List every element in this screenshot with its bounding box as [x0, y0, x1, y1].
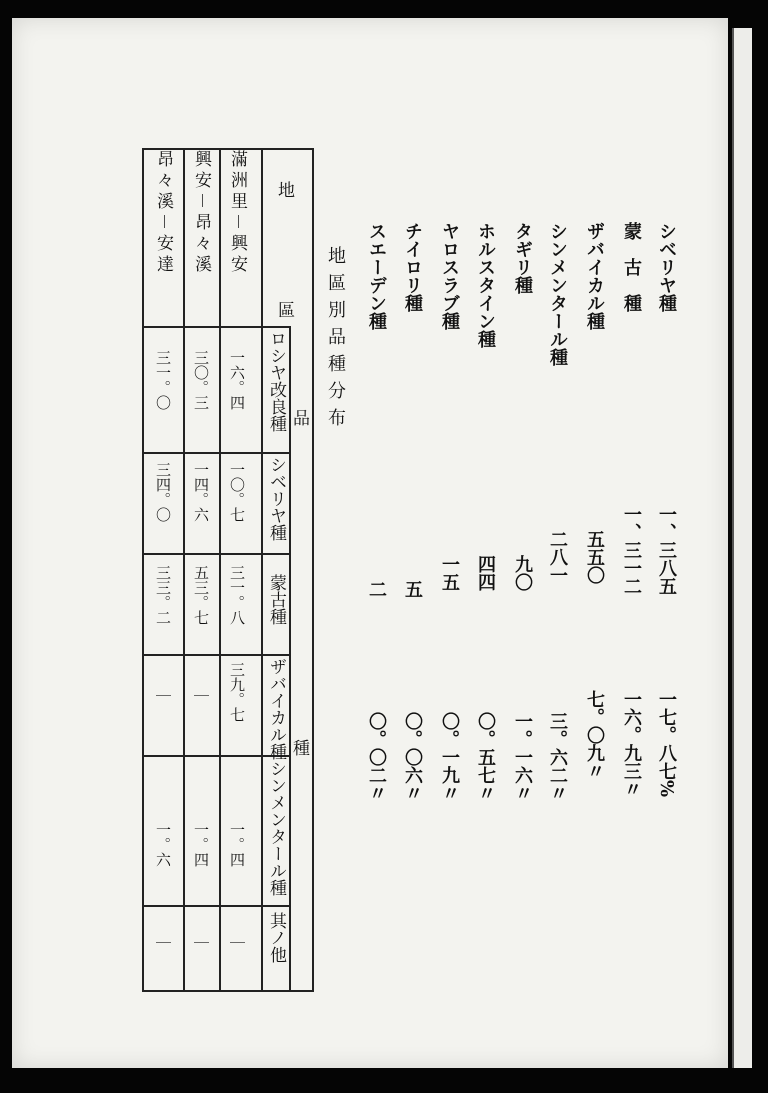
breed-name: ヤロスラブ種 — [439, 222, 460, 330]
table-row-region: 滿洲里－興安 — [227, 150, 247, 276]
breed-name: タギリ種 — [512, 222, 533, 294]
table-cell: 一。六 — [154, 822, 172, 867]
col-divider — [142, 905, 289, 907]
breed-count: 一、三一二 — [621, 505, 642, 595]
breed-count: 九〇 — [512, 555, 533, 591]
breed-name: シンメンタール種 — [547, 222, 568, 366]
breed-name: スエーデン種 — [366, 222, 387, 330]
breed-percent: 〇。〇六〃 — [402, 712, 423, 802]
table-right-border — [312, 148, 314, 990]
table-cell: 三一。八 — [228, 565, 246, 625]
breed-name: ホルスタイン種 — [475, 222, 496, 348]
header-region: 區 — [278, 301, 295, 321]
breed-percent: 〇。〇二〃 — [366, 712, 387, 802]
table-cell: 五三。七 — [192, 565, 210, 625]
col-divider — [142, 654, 289, 656]
breed-count: 四四 — [475, 555, 496, 591]
col-divider — [142, 553, 289, 555]
col-divider — [142, 452, 289, 454]
table-cell: ｜ — [228, 935, 246, 950]
section-title: 地區別品種分布 — [325, 246, 346, 435]
breed-name: ザバイカル種 — [584, 222, 605, 330]
table-cell: 三三。二 — [154, 565, 172, 625]
header-inner-divider — [289, 326, 291, 990]
table-left-border — [142, 148, 144, 990]
breed-count: 五五〇 — [584, 530, 605, 584]
table-cell: 三一。〇 — [154, 350, 172, 410]
column-header: 其ノ他 — [266, 912, 286, 963]
table-cell: 三〇。三 — [192, 350, 210, 410]
table-cell: 一〇。七 — [228, 462, 246, 522]
breed-percent: 三。六二〃 — [547, 712, 568, 802]
table-row-region: 興安－昂々溪 — [191, 150, 211, 276]
header-split — [261, 326, 289, 328]
breed-percent: 一七。八七% — [656, 690, 677, 798]
table-cell: 一。四 — [192, 822, 210, 867]
table-cell: ｜ — [192, 688, 210, 703]
breed-percent: 一。一六〃 — [512, 712, 533, 802]
column-header: シンメンタール種 — [266, 760, 286, 896]
row-divider — [183, 148, 185, 990]
table-cell: 一六。四 — [228, 350, 246, 410]
header-breed: 品 — [293, 409, 310, 429]
breed-percent: 〇。一九〃 — [439, 712, 460, 802]
header-breed: 種 — [293, 739, 310, 759]
page-edge — [732, 28, 752, 1068]
breed-count: 二 — [366, 580, 387, 598]
breed-count: 二八一 — [547, 530, 568, 584]
table-row-region: 昂々溪－安達 — [153, 150, 173, 276]
breed-count: 一、三八五 — [656, 505, 677, 595]
column-header: ザバイカル種 — [266, 658, 286, 760]
breed-count: 一五 — [439, 555, 460, 591]
breed-count: 五 — [402, 580, 423, 598]
table-cell: ｜ — [192, 935, 210, 950]
breed-percent: 一六。九三〃 — [621, 690, 642, 798]
table-bottom-border — [142, 990, 314, 992]
breed-name: シベリヤ種 — [656, 222, 677, 312]
row-divider — [219, 148, 221, 990]
table-cell: 三四。〇 — [154, 462, 172, 522]
table-cell: ｜ — [154, 688, 172, 703]
breed-percent: 七。〇九〃 — [584, 690, 605, 780]
table-cell: 三九。七 — [228, 662, 246, 722]
table-cell: 一四。六 — [192, 462, 210, 522]
breed-name: チイロリ種 — [402, 222, 423, 312]
column-header: ロシヤ改良種 — [266, 330, 286, 432]
table-cell: 一。四 — [228, 822, 246, 867]
breed-percent: 〇。五七〃 — [475, 712, 496, 802]
header-divider — [261, 148, 263, 990]
table-cell: ｜ — [154, 935, 172, 950]
header-region: 地 — [278, 181, 295, 201]
breed-name: 蒙 古 種 — [621, 222, 642, 312]
column-header: 蒙古種 — [266, 574, 286, 625]
column-header: シベリヤ種 — [266, 456, 286, 541]
col-divider — [142, 326, 262, 328]
